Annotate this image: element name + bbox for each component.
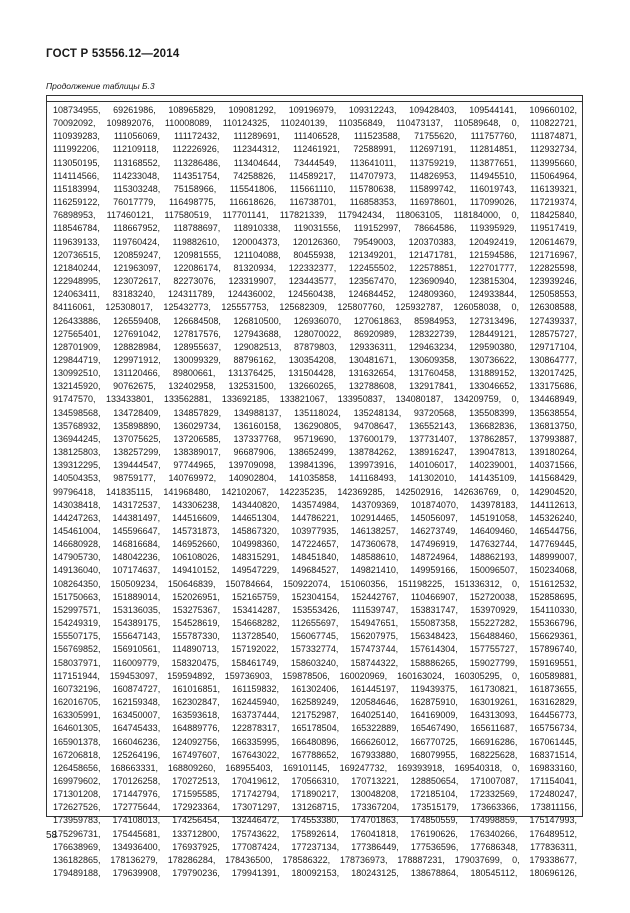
table-line: 128701909, 128828984, 128955637, 129082513, 87879803, 129336311, 129463234, 129590380, 129717104, <box>53 341 577 352</box>
table-line: 135768932, 135898890, 136029734, 136160158, 136290805, 94708647, 136552143, 136682836, 136813750, <box>53 420 577 431</box>
data-table <box>46 95 583 879</box>
table-line: 173959783, 174108013, 174256454, 132446472, 174553380, 174701863, 174850559, 174998859, 175147993, <box>53 815 577 826</box>
table-line: 111992206, 112109118, 112226926, 112344312, 112461921, 72588991, 112697191, 112814851, 112932734, <box>53 144 577 155</box>
table-line: 129844719, 129971912, 130099329, 88796162, 130354208, 130481671, 130609358, 130736622, 130864777, <box>53 354 577 365</box>
table-line: 99796418, 141835115, 141968480, 142102067, 142235235, 142369285, 142502916, 142636769, 0, 142904520, <box>53 486 577 497</box>
table-line: 121840244, 121963097, 122086174, 81320934, 122332377, 122455502, 122578851, 122701777, 122825598, <box>53 262 577 273</box>
table-line: 155507175, 155647143, 155787330, 113728540, 156067745, 156207975, 156348423, 156488460, 156629361, <box>53 631 577 642</box>
table-line: 154249319, 154389175, 154528619, 154668282, 112655697, 154947651, 155087358, 155227282, 155366796, <box>53 618 577 629</box>
table-line: 108734955, 69261986, 108965829, 109081292, 109196979, 109312243, 109428403, 109544141, 109660102, <box>53 105 577 115</box>
table-line: 91747570, 133433801, 133562881, 133692185, 133821067, 133950837, 134080187, 134209759, 0, 134468949, <box>53 394 577 405</box>
table-line: 143038418, 143172537, 143306238, 143440820, 143574984, 143709369, 101874070, 143978183, 144112613, <box>53 499 577 510</box>
table-line: 139312295, 139444547, 97744965, 139709098, 139841396, 139973916, 140106017, 140239001, 140371566, <box>53 460 577 471</box>
table-caption: Продолжение таблицы Б.3 <box>46 81 155 91</box>
table-line: 140504353, 98759177, 140769972, 140902804, 141035858, 141168493, 141302010, 141435109, 141568429, <box>53 473 577 484</box>
page-number: 58 <box>46 830 58 841</box>
table-line: 151750663, 151889014, 152026951, 152165759, 152304154, 152442767, 110466907, 152720038, 152858695, <box>53 591 577 602</box>
table-line: 130992510, 131120466, 89800661, 131376425, 131504428, 131632654, 131760458, 131889152, 132017425, <box>53 368 577 379</box>
table-line: 176638969, 134936400, 176937925, 177087424, 177237134, 177386449, 177536596, 177686348, 177836311, <box>53 841 577 852</box>
table-line: 126433886, 126559408, 126684508, 126810500, 126936070, 127061863, 85984953, 127313496, 127439337, <box>53 315 577 326</box>
table-line: 145461004, 145596647, 145731873, 145867320, 103977935, 146138257, 146273749, 146409460, 146544756, <box>53 526 577 536</box>
table-line: 138125803, 138257299, 138389017, 96687906, 138652499, 138784262, 138916247, 139047813, 139180264, <box>53 447 577 458</box>
table-line: 179489188, 179639908, 179790236, 179941391, 180092153, 180243125, 138678864, 180545112, 180696126, <box>53 868 577 879</box>
table-line: 127565401, 127691042, 127817576, 127943688, 128070022, 86920989, 128322739, 128449121, 128575727, <box>53 328 577 339</box>
table-line: 146680928, 146816684, 146952660, 104998360, 147224657, 147360678, 147496919, 147632744, 147769445, <box>53 539 577 550</box>
table-line: 119639133, 119760424, 119882610, 120004373, 120126360, 79549003, 120370383, 120492419, 120614679, <box>53 236 577 247</box>
table-line: 160732196, 160874727, 161016851, 161159832, 161302406, 161445197, 119439375, 161730821, 161873655, <box>53 683 577 694</box>
table-line: 118546784, 118667952, 118788697, 118910338, 119031556, 119152997, 78664586, 119395929, 119517419, <box>53 223 577 234</box>
table-line: 171301208, 171447976, 171595585, 171742794, 171890217, 130048208, 172185104, 172332569, 172480247, <box>53 789 577 800</box>
table-line: 124063411, 83183240, 124311789, 124436002, 124560438, 124684452, 124809360, 124933844, 125058553, <box>53 289 577 300</box>
table-line: 126458656, 168663331, 168809260, 168955403, 169101145, 169247732, 169393918, 169540318, 0, 169833160, <box>53 762 577 773</box>
table-line: 120736515, 120859247, 120981555, 121104088, 80455938, 121349201, 121471781, 121594586, 121716967, <box>53 249 577 260</box>
table-body <box>53 104 577 880</box>
table-line: 165901378, 166046236, 124092756, 166335995, 166480896, 166626012, 166770725, 166916286, 167061445, <box>53 736 577 747</box>
table-line: 152997571, 153136035, 153275367, 153414287, 153553426, 111539747, 153831747, 153970929, 154110330, <box>53 604 577 615</box>
table-line: 110939283, 111056069, 111172432, 111289691, 111406528, 111523588, 71755620, 111757760, 111874871, <box>53 131 577 142</box>
table-line: 134598568, 134728409, 134857829, 134988137, 135118024, 135248134, 93720568, 135508399, 135638554, <box>53 407 577 418</box>
table-line: 158037971, 116009779, 158320475, 158461749, 158603240, 158744322, 158886265, 159027799, 159169551, <box>53 657 577 668</box>
table-line: 162016705, 162159348, 162302847, 162445940, 162589249, 120584646, 162875910, 163019261, 163162829, <box>53 697 577 708</box>
table-line: 70092092, 109892076, 110008089, 110124325, 110240139, 110356849, 110473137, 110589648, 0, 110822721, <box>53 118 577 129</box>
table-header-rule <box>47 101 582 102</box>
table-line: 147905730, 148042236, 106108026, 148315291, 148451840, 148588610, 148724964, 148862193, 148999007, <box>53 552 577 563</box>
table-line: 156769852, 156910561, 114890713, 157192022, 157332774, 157473744, 157614304, 157755727, 157896740, <box>53 644 577 655</box>
document-header: ГОСТ Р 53556.12—2014 <box>46 48 180 60</box>
table-line: 116259122, 76017779, 116498775, 116618626, 116738701, 116858353, 116978601, 117099026, 117219374, <box>53 197 577 208</box>
table-line: 167206818, 125264196, 167497607, 167643022, 167788652, 167933880, 168079955, 168225628, 168371514, <box>53 749 577 760</box>
table-line: 136944245, 137075625, 137206585, 137337768, 95719690, 137600179, 137731407, 137862857, 137993887, <box>53 433 577 444</box>
table-line: 144247263, 144381497, 144516609, 144651304, 144786221, 102914465, 145056097, 145191058, 145326240, <box>53 512 577 523</box>
table-line: 113050195, 113168552, 113286486, 113404644, 73444549, 113641011, 113759219, 113877651, 113995660, <box>53 157 577 168</box>
table-line: 149136040, 107174637, 149410152, 149547229, 149684527, 149821410, 149959166, 150096507, 150234068, <box>53 565 577 576</box>
table-line: 132145920, 90762675, 132402958, 132531500, 132660265, 132788608, 132917841, 133046652, 133175686, <box>53 381 577 392</box>
table-line: 136182865, 178136279, 178286284, 178436500, 178586322, 178736973, 178887231, 179037699, 0, 179338677, <box>53 854 577 865</box>
table-line: 108264350, 150509234, 150646839, 150784664, 150922074, 151060356, 151198225, 151336312, 0, 151612532, <box>53 578 577 589</box>
table-line: 84116061, 125308017, 125432773, 125557753, 125682309, 125807760, 125932787, 126058038, 0, 126308588, <box>53 302 577 313</box>
table-line: 169979602, 170126258, 170272513, 170419612, 170566310, 170713221, 128850654, 171007087, 171154041, <box>53 775 577 786</box>
table-line: 163305991, 163450007, 163593618, 163737444, 121752987, 164025140, 164169009, 164313093, 164456773, <box>53 710 577 721</box>
table-line: 117151944, 159453097, 159594892, 159736903, 159878506, 160020969, 160163024, 160305295, 0, 160589881, <box>53 670 577 681</box>
table-line: 122948995, 123072617, 82273076, 123319907, 123443577, 123567470, 123690940, 123815304, 123939246, <box>53 276 577 287</box>
table-line: 76898953, 117460121, 117580519, 117701141, 117821339, 117942434, 118063105, 118184000, 0, 118425840, <box>53 210 577 221</box>
table-line: 172627526, 172775644, 172923364, 173071297, 131268715, 173367204, 173515179, 173663366, 173811156, <box>53 802 577 813</box>
table-line: 115183994, 115303248, 75158966, 115541806, 115661110, 115780638, 115899742, 116019743, 116139321, <box>53 183 577 194</box>
table-line: 164601305, 164745433, 164889776, 122878317, 165178504, 165322889, 165467490, 165611687, 165756734, <box>53 723 577 734</box>
table-line: 175296731, 175445681, 133712800, 175743622, 175892614, 176041818, 176190626, 176340266, 176489512, <box>53 828 577 839</box>
table-line: 114114566, 114233048, 114351754, 74258826, 114589217, 114707973, 114826953, 114945510, 115064964, <box>53 170 577 181</box>
